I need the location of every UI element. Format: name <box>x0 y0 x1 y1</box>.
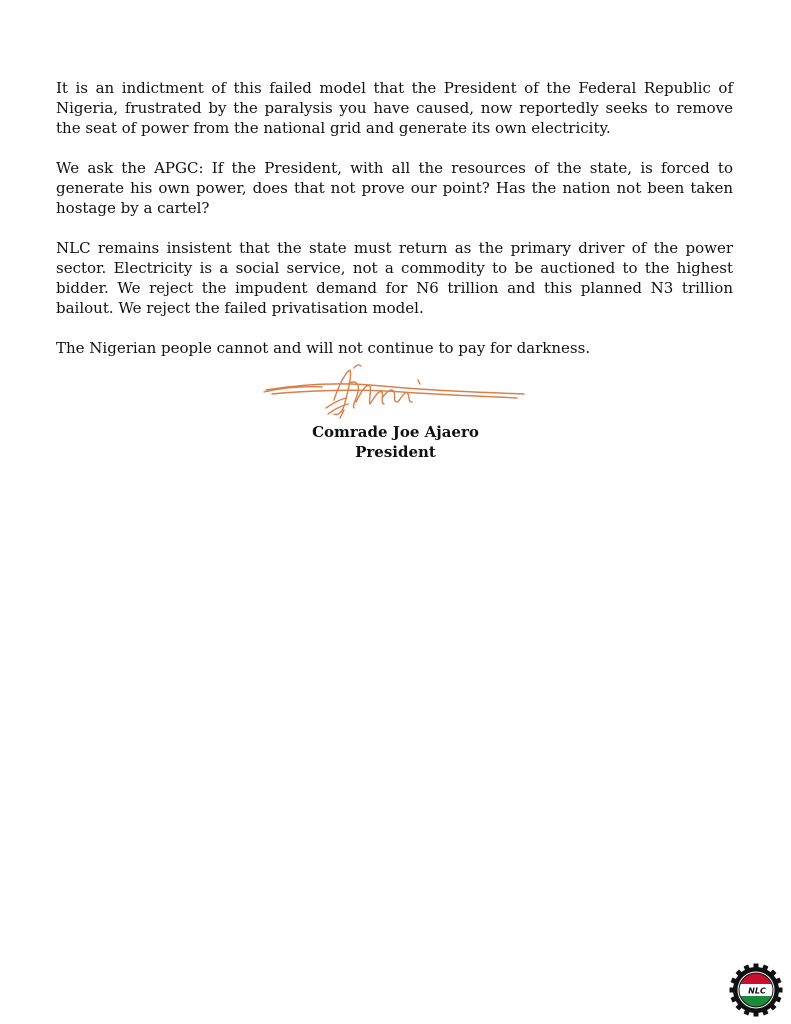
nlc-logo-icon <box>728 962 784 1018</box>
nlc-logo <box>728 962 784 1018</box>
paragraph-2: We ask the APGC: If the President, with all the resources of the state, is forced to generate his own power, does that not prove our point? Has the nation not been taken hostage by a cartel? <box>56 159 733 217</box>
gear-tooth <box>754 964 759 970</box>
signatory-name: Comrade Joe Ajaero <box>312 423 479 441</box>
paragraph-1: It is an indictment of this failed model that the President of the Federal Republic of Nigeria, frustrated by the paralysis you have caused, now reportedly seeks to remove the seat of power from the national grid and generate its own electricity. <box>56 79 733 137</box>
paragraph-4: The Nigerian people cannot and will not continue to pay for darkness. <box>56 339 591 357</box>
gear-tooth <box>777 988 783 993</box>
logo-text: NLC <box>748 986 766 996</box>
gear-tooth <box>730 988 736 993</box>
letter-body <box>56 78 733 358</box>
paragraph-3: NLC remains insistent that the state must return as the primary driver of the power sector. Electricity is a social service, not a commodity to be auctioned to the highest bidder. We reject the impudent demand for N6 trillion and this planned N3 trillion bailout. We reject the failed privatisation model. <box>56 239 733 317</box>
gear-tooth <box>754 1011 759 1017</box>
signatory-block <box>0 422 791 462</box>
signatory-title: President <box>355 443 436 461</box>
signature-icon <box>262 362 530 422</box>
handwritten-signature <box>262 362 530 422</box>
